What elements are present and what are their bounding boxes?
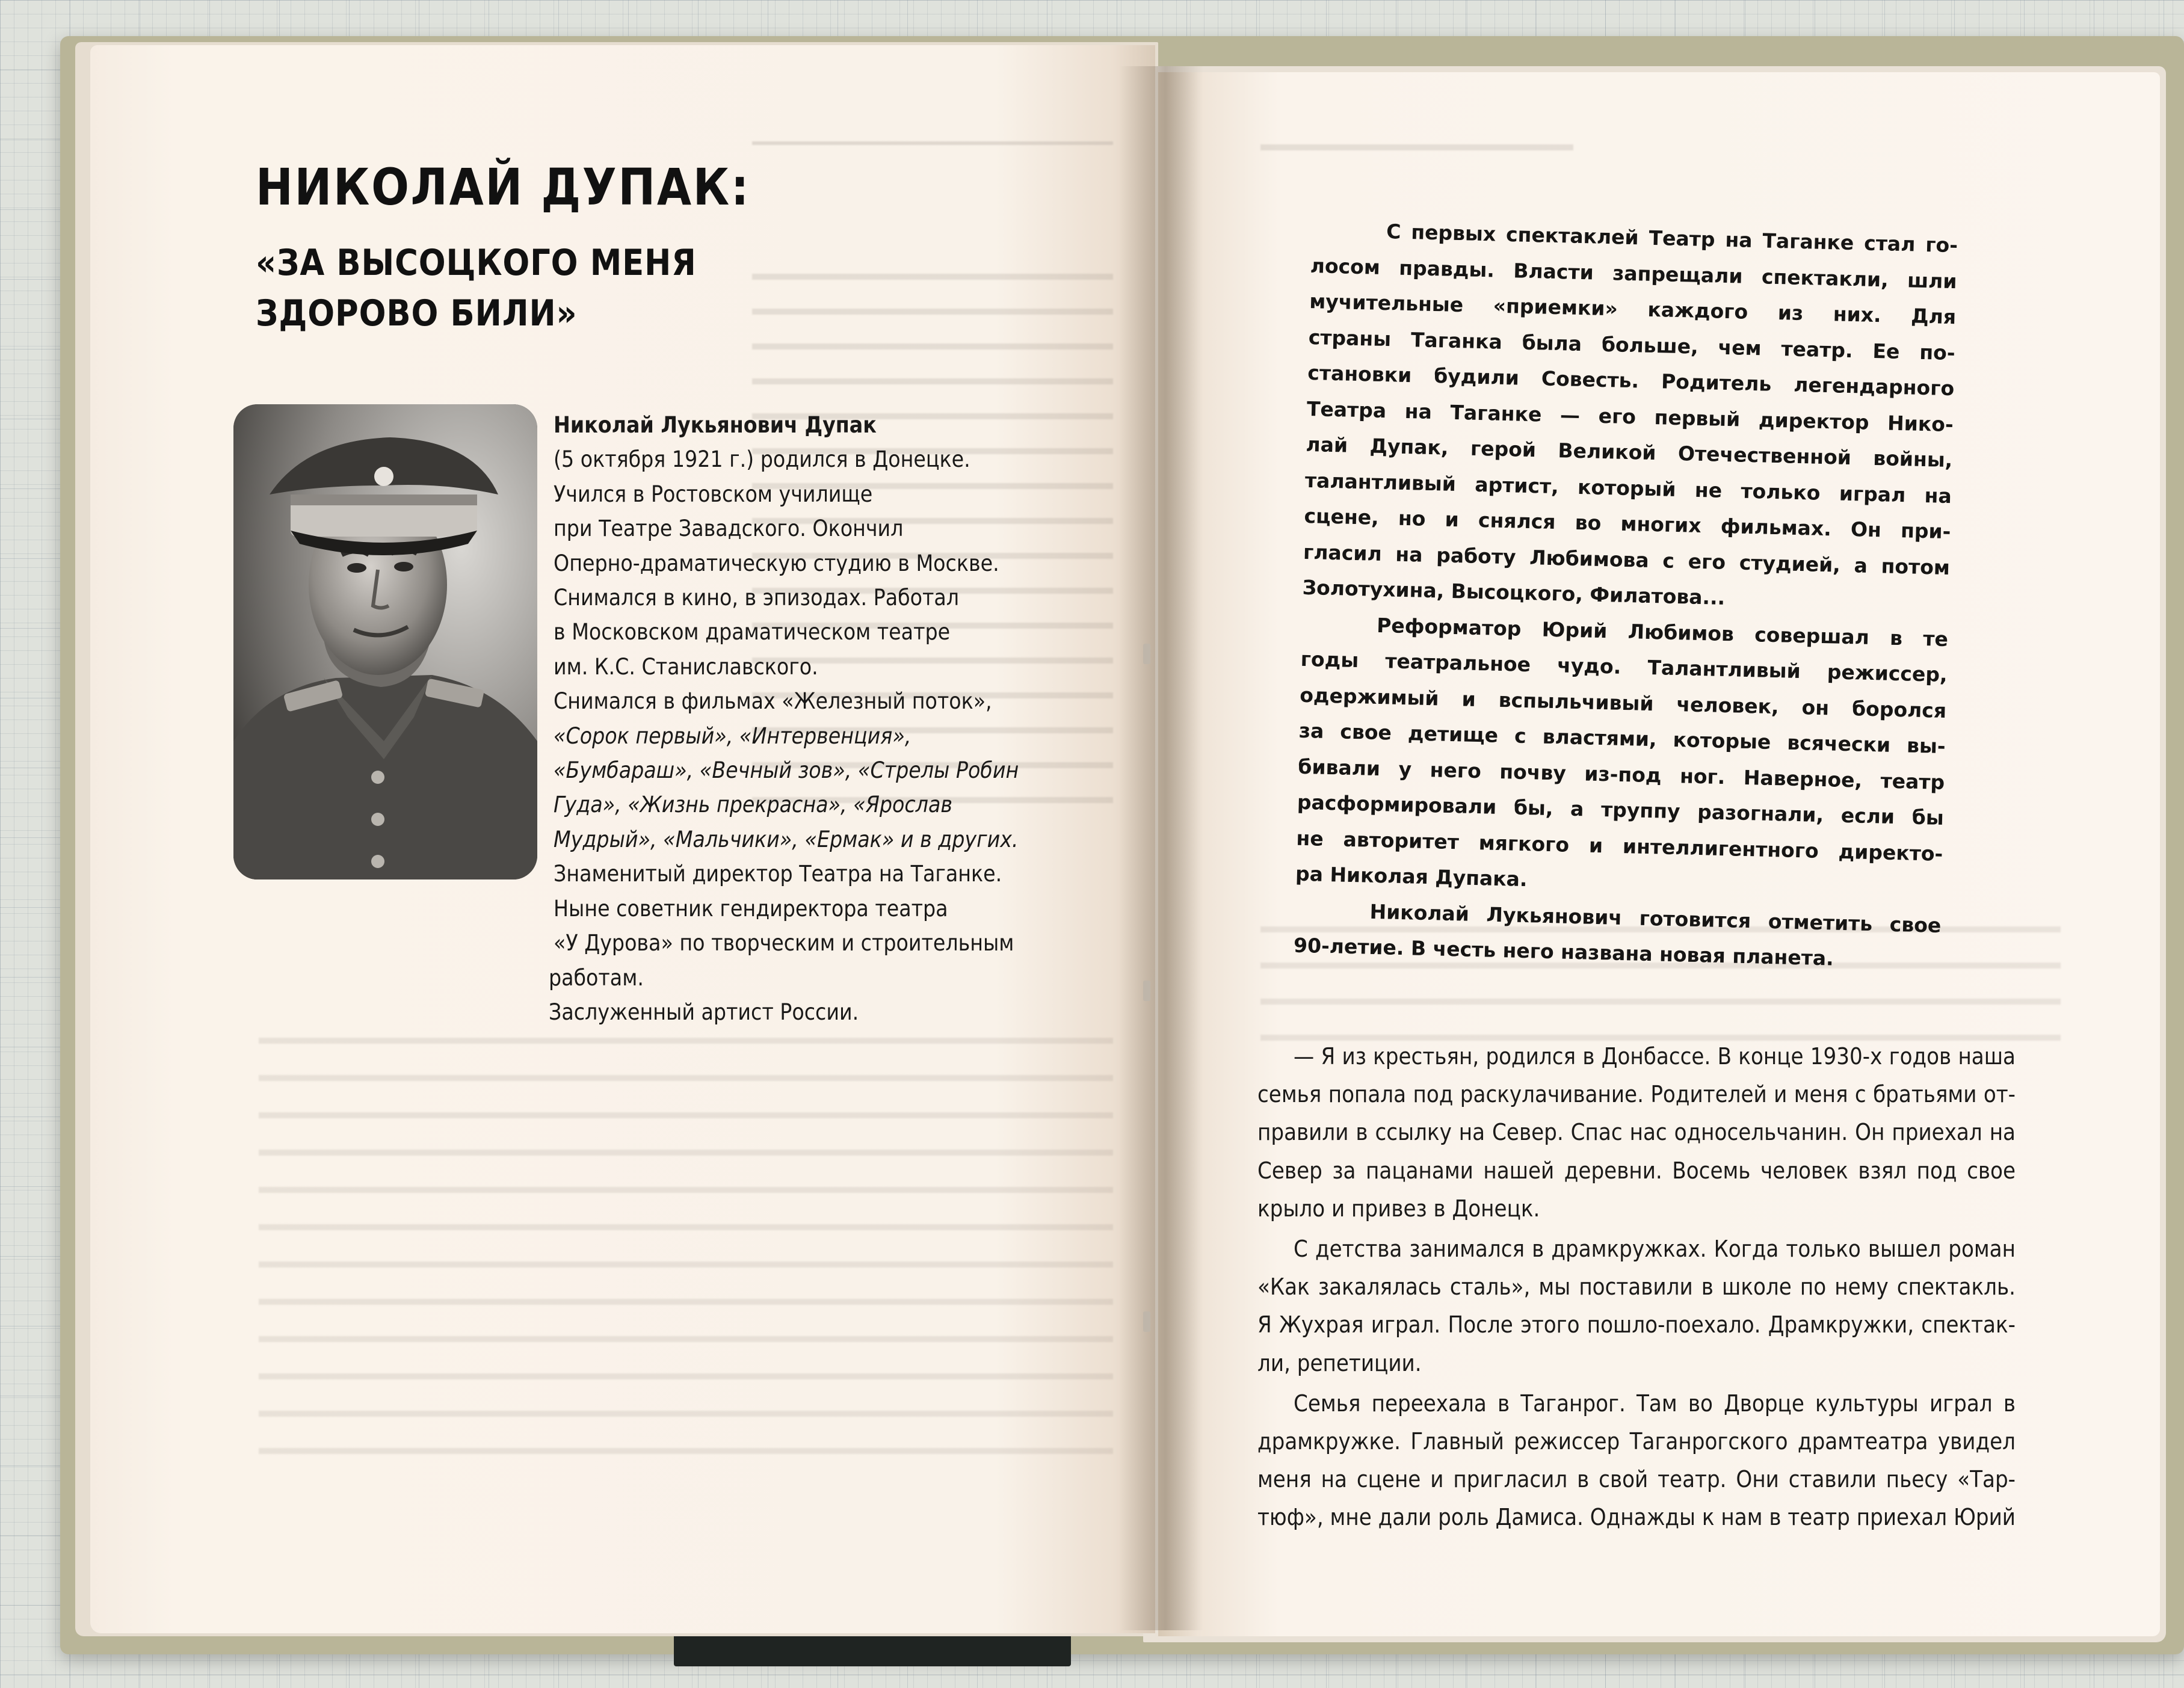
intro-line: за свое детище с властями, которые всячески вы- — [1298, 718, 1946, 759]
bio-line: Снимался в фильмах «Железный поток», — [554, 688, 992, 715]
interview-line: меня на сцене и пригласил в свой театр. Они ставили пьесу «Тар- — [1257, 1466, 2016, 1493]
bio-line: Знаменитый директор Театра на Таганке. — [554, 861, 1002, 887]
intro-line: ра Николая Дупака. — [1295, 861, 1528, 892]
interview-line: ли, репетиции. — [1257, 1349, 1422, 1376]
show-through-text — [752, 141, 1113, 253]
bio-line: работам. — [549, 964, 644, 991]
bio-line: Мудрый», «Мальчики», «Ермак» и в других. — [554, 826, 1019, 852]
intro-line: Николай Лукьянович готовится отметить свое — [1369, 899, 1942, 937]
intro-line: становки будили Совесть. Родитель легендарного — [1307, 360, 1955, 401]
bio-line: Заслуженный артист России. — [549, 999, 859, 1025]
intro-line: 90-летие. В честь него названа новая планета. — [1293, 933, 1834, 970]
article-subtitle — [256, 238, 697, 339]
interview-line: Север за пацанами нашей деревни. Восемь человек взял под свое — [1257, 1157, 2016, 1184]
bio-line: при Театре Завадского. Окончил — [554, 516, 904, 542]
intro-line: годы театральное чудо. Талантливый режиссер, — [1300, 647, 1948, 687]
interview-line: семья попала под раскулачивание. Родителей и меня с братьями от- — [1257, 1081, 2016, 1108]
binding-thread — [1143, 981, 1150, 1001]
binding-thread — [1143, 644, 1150, 664]
intro-line: мучительные «приемки» каждого из них. Для — [1309, 289, 1957, 329]
article-title: НИКОЛАЙ ДУПАК: — [256, 158, 751, 217]
bio-line: Гуда», «Жизнь прекрасна», «Ярослав — [554, 792, 952, 818]
intro-line: гласил на работу Любимова с его студией, а потом — [1303, 540, 1951, 579]
intro-paragraph — [1293, 212, 1958, 979]
bio-line: «У Дурова» по творческим и строительным — [554, 930, 1014, 956]
bio-name: Николай Лукьянович Дупак — [554, 412, 877, 438]
bio-line: Оперно-драматическую студию в Москве. — [554, 550, 999, 576]
interview-line: Семья переехала в Таганрог. Там во Дворце культуры играл в — [1294, 1390, 2016, 1417]
intro-line: сцене, но и снялся во многих фильмах. Он при- — [1304, 504, 1951, 544]
subtitle-line: ЗДОРОВО БИЛИ» — [256, 292, 578, 334]
bio-line: «Бумбараш», «Вечный зов», «Стрелы Робин — [554, 757, 1019, 784]
intro-line: Театра на Таганке — его первый директор Нико- — [1306, 396, 1954, 436]
bio-line: «Сорок первый», «Интервенция», — [554, 722, 912, 749]
interview-line: С детства занимался в драмкружках. Когда только вышел роман — [1294, 1236, 2016, 1263]
intro-line: талантливый артист, который не только играл на — [1304, 468, 1952, 508]
interview-line: драмкружке. Главный режиссер Таганрогского драмтеатра увидел — [1257, 1428, 2016, 1455]
intro-line: бивали у него почву из-под ног. Наверное, театр — [1297, 754, 1945, 794]
portrait-illustration — [233, 404, 537, 879]
intro-line: лай Дупак, герой Великой Отечественной войны, — [1306, 432, 1953, 472]
interview-line: — Я из крестьян, родился в Донбассе. В конце 1930-х годов наша — [1294, 1043, 2016, 1070]
intro-line: лосом правды. Власти запрещали спектакли, шли — [1310, 253, 1957, 293]
interview-line: крыло и привез в Донецк. — [1257, 1195, 1540, 1222]
intro-line: Реформатор Юрий Любимов совершал в те — [1376, 613, 1949, 651]
portrait-photo — [233, 404, 537, 879]
bio-line: Снимался в кино, в эпизодах. Работал — [554, 585, 960, 611]
bio-line: им. К.С. Станиславского. — [554, 653, 818, 680]
binding-thread — [1143, 1311, 1150, 1332]
intro-line: Золотухина, Высоцкого, Филатова... — [1302, 575, 1726, 609]
interview-line: правили в ссылку на Север. Спас нас односельчанин. Он приехал на — [1257, 1119, 2016, 1146]
interview-line: Я Жухрая играл. После этого пошло-поехало. Драмкружки, спектак- — [1257, 1311, 2016, 1338]
interview-line: тюф», мне дали роль Дамиса. Однажды к нам в театр приехал Юрий — [1257, 1504, 2016, 1531]
intro-line: С первых спектаклей Театр на Таганке стал го- — [1386, 220, 1958, 257]
show-through-header — [1260, 144, 1573, 150]
interview-line: «Как закалялась сталь», мы поставили в школе по нему спектакль. — [1257, 1274, 2016, 1301]
show-through-text-block-lower — [259, 1038, 1113, 1459]
intro-line: расформировали бы, а труппу разогнали, если бы — [1297, 790, 1945, 830]
bio-line: Учился в Ростовском училище — [554, 481, 873, 507]
bio-line: (5 октября 1921 г.) родился в Донецке. — [554, 446, 970, 473]
interview-text — [1257, 1038, 2016, 1537]
intro-line: не авторитет мягкого и интеллигентного директо- — [1296, 826, 1943, 866]
subtitle-line: «ЗА ВЫСОЦКОГО МЕНЯ — [256, 242, 697, 284]
bio-line: в Московском драматическом театре — [554, 619, 951, 645]
intro-line: страны Таганка была больше, чем театр. Ее по- — [1308, 325, 1956, 365]
bio-line: Ныне советник гендиректора театра — [554, 895, 948, 922]
intro-line: одержимый и вспыльчивый человек, он боролся — [1299, 683, 1947, 722]
author-bio — [549, 408, 1083, 1029]
